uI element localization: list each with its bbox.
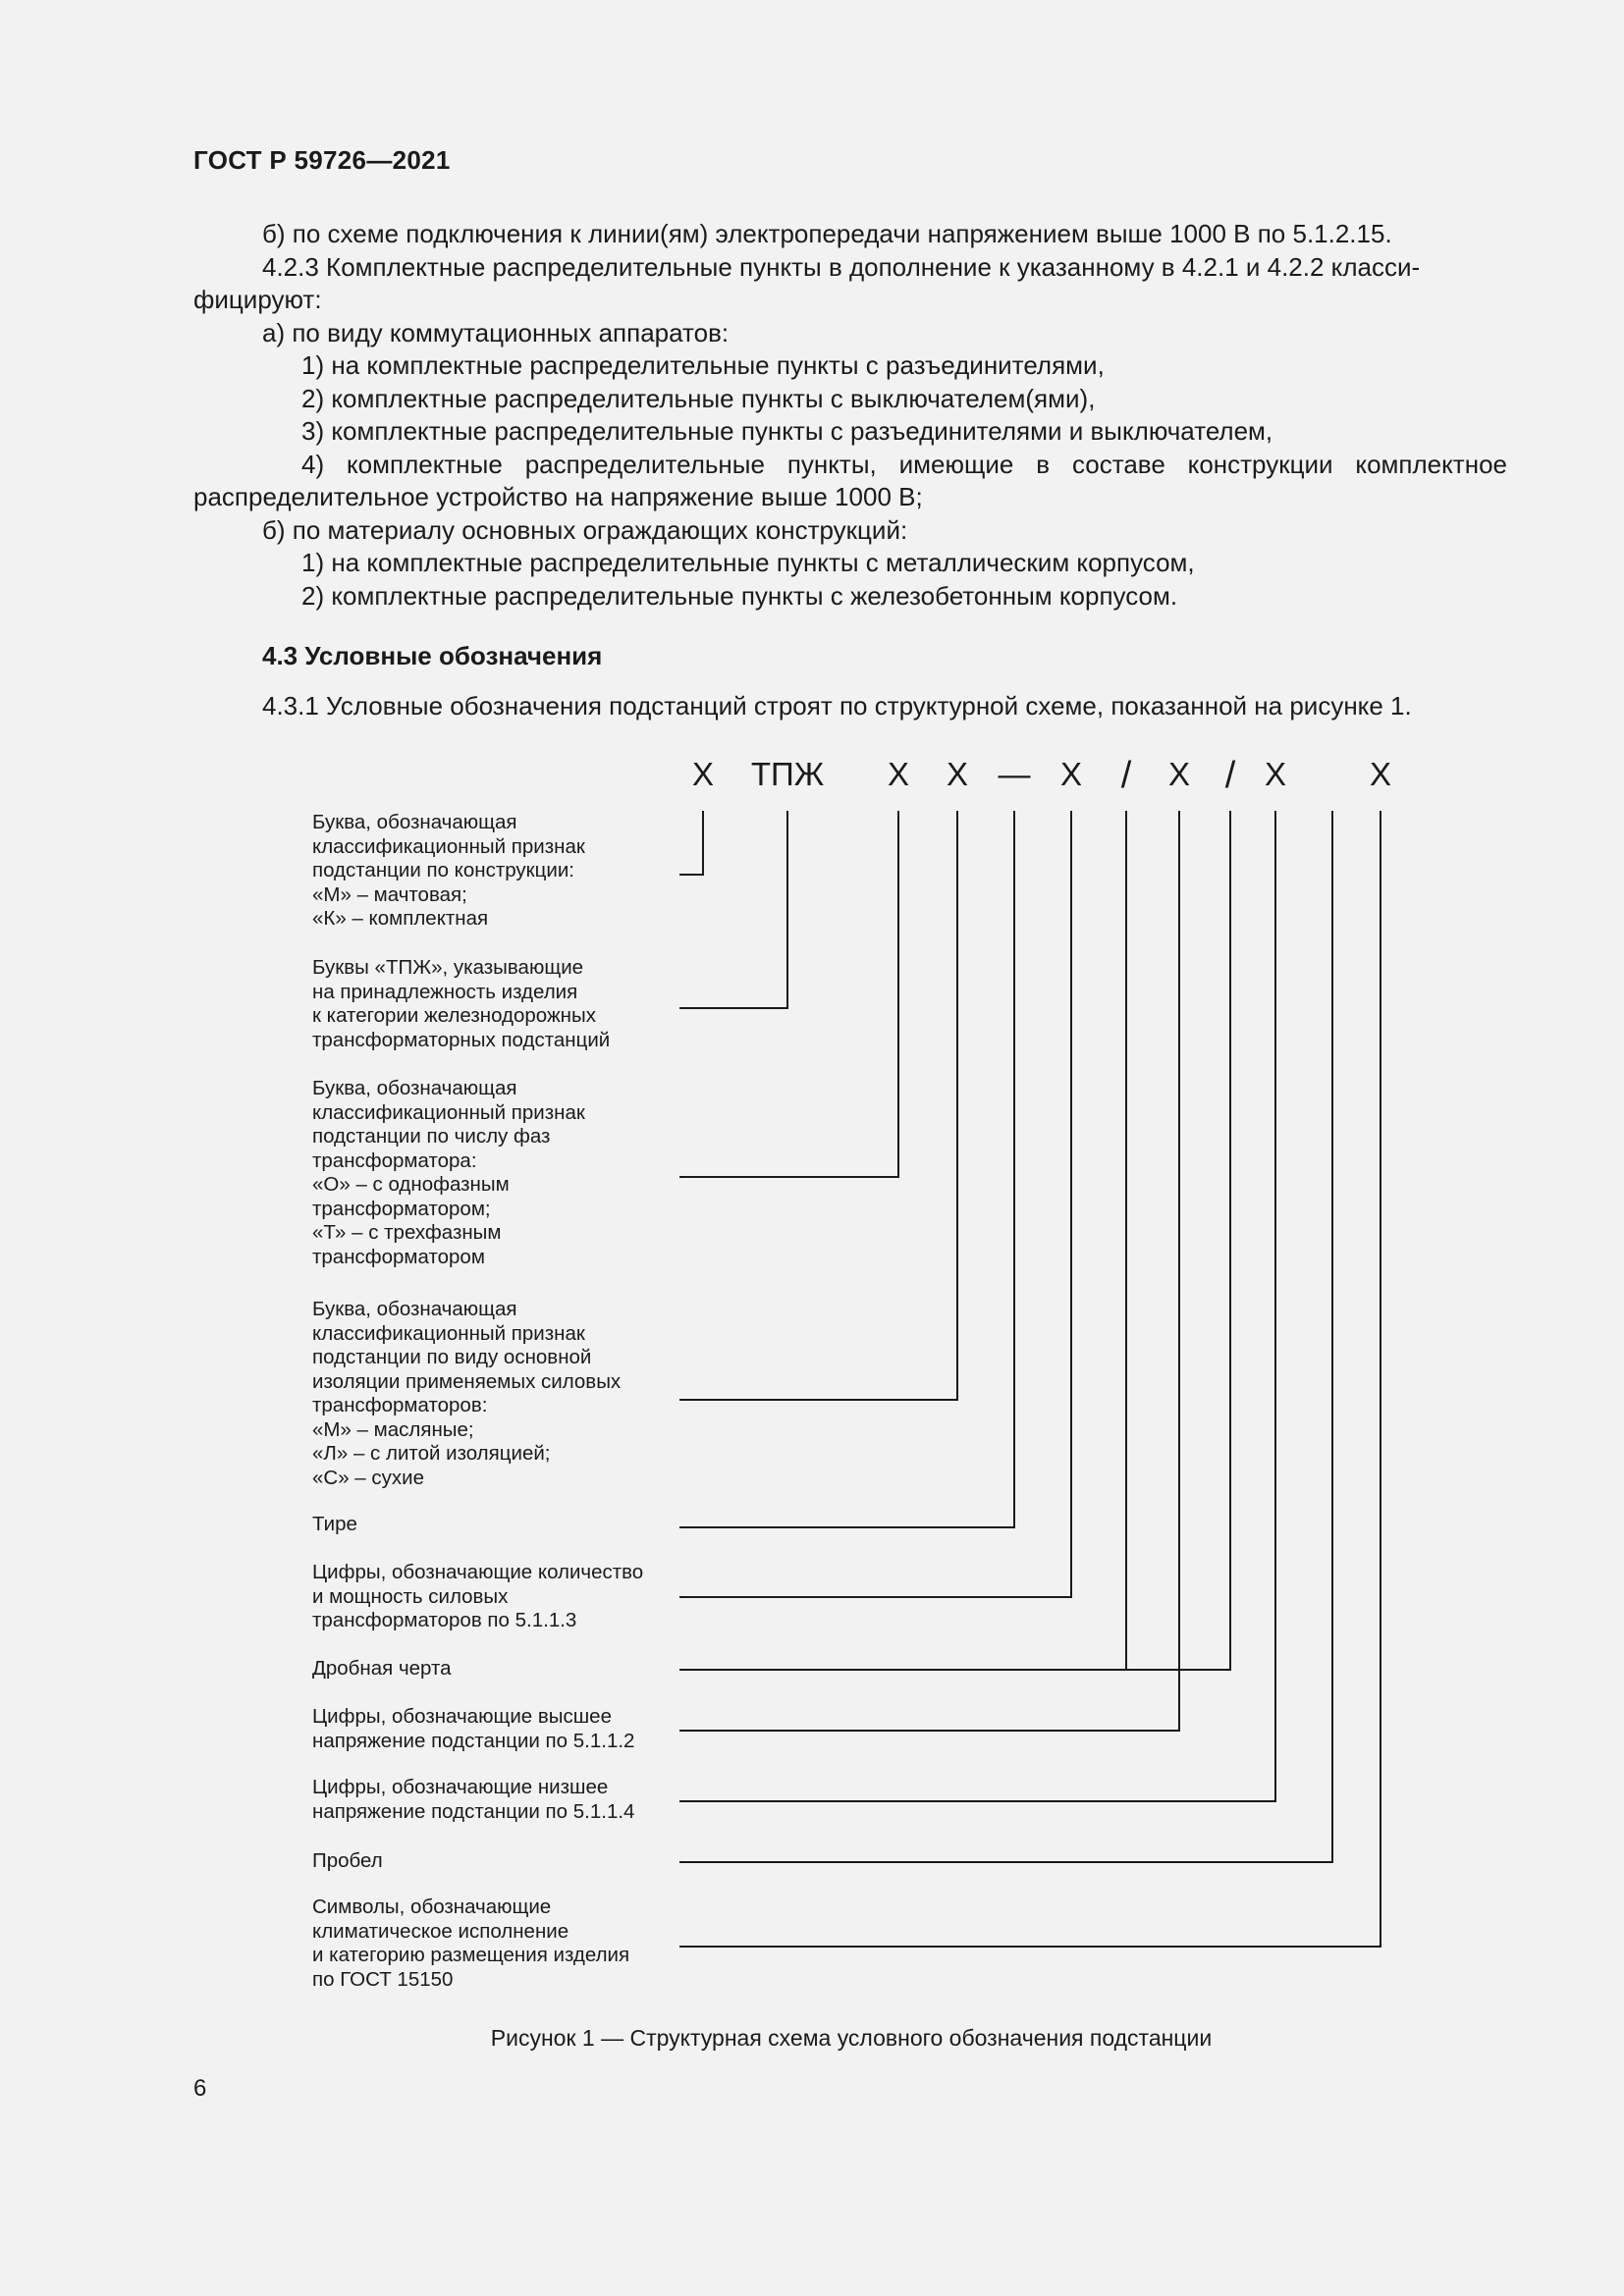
- connector-line: [679, 811, 1071, 1597]
- code-symbol: Х: [691, 756, 715, 792]
- section-title: 4.3 Условные обозначения: [262, 641, 603, 670]
- list-item: 1) на комплектные распределительные пункты с металлическим корпусом,: [301, 548, 1195, 577]
- connector-line: [679, 811, 1275, 1801]
- diagram-label: Цифры, обозначающие высшее напряжение подстанции по 5.1.1.2: [312, 1705, 635, 1752]
- section-intro: 4.3.1 Условные обозначения подстанций строят по структурной схеме, показанной на рисунке 1.: [262, 691, 1412, 721]
- diagram-label: Буква, обозначающая классификационный признак подстанции по числу фаз трансформатора: «О» – с однофазным трансформатором; «Т» – с трехфазным трансформатором: [312, 1077, 585, 1268]
- connector-line: [679, 811, 957, 1400]
- code-symbol: Х: [1167, 756, 1191, 792]
- diagram-label: Цифры, обозначающие низшее напряжение подстанции по 5.1.1.4: [312, 1776, 635, 1823]
- connector-line: [679, 811, 1179, 1731]
- code-symbol: Х: [1369, 756, 1392, 792]
- paragraph: 4.2.3 Комплектные распределительные пункты в дополнение к указанному в 4.2.1 и 4.2.2 класси-фицируют:: [193, 251, 1421, 314]
- code-symbol: Х: [1264, 756, 1287, 792]
- list-item: 2) комплектные распределительные пункты с выключателем(ями),: [301, 383, 1096, 413]
- list-item: 1) на комплектные распределительные пункты с разъединителями,: [301, 350, 1105, 380]
- paragraph: б) по схеме подключения к линии(ям) электропередачи напряжением выше 1000 В по 5.1.2.15.: [262, 219, 1392, 248]
- connector-line: [679, 811, 1014, 1527]
- figure-caption: Рисунок 1 — Структурная схема условного обозначения подстанции: [490, 2025, 1213, 2051]
- code-symbol: Х: [946, 756, 969, 792]
- list-item: б) по материалу основных ограждающих конструкций:: [262, 514, 908, 545]
- diagram-label: Цифры, обозначающие количество и мощность силовых трансформаторов по 5.1.1.3: [312, 1561, 644, 1631]
- diagram-label: Символы, обозначающие климатическое исполнение и категорию размещения изделия по ГОСТ 15150: [312, 1896, 630, 1991]
- diagram-label: Дробная черта: [312, 1657, 452, 1680]
- code-symbol: /: [1224, 755, 1236, 796]
- diagram-label: Пробел: [312, 1849, 383, 1872]
- diagram-label: Буквы «ТПЖ», указывающие на принадлежность изделия к категории железнодорожных трансформаторных подстанций: [312, 956, 611, 1051]
- diagram-label: Буква, обозначающая классификационный признак подстанции по конструкции: «М» – мачтовая; «К» – комплектная: [312, 811, 585, 930]
- diagram-label: Буква, обозначающая классификационный признак подстанции по виду основной изоляции применяемых силовых трансформаторов: «М» – масляные; «Л» – с литой изоляцией; «С» – сухие: [312, 1298, 622, 1489]
- code-symbol: Х: [1059, 756, 1083, 792]
- list-item: 4) комплектные распределительные пункты, имеющие в составе конструкции комплектное распределительное устройство на напряжение выше 1000 В;: [193, 449, 1507, 511]
- code-symbol: Х: [887, 756, 910, 792]
- list-item: 2) комплектные распределительные пункты с железобетонным корпусом.: [301, 580, 1178, 611]
- connector-line: [679, 811, 898, 1177]
- list-item: 3) комплектные распределительные пункты с разъединителями и выключателем,: [301, 416, 1273, 446]
- list-item: а) по виду коммутационных аппаратов:: [262, 317, 730, 347]
- page-number: 6: [193, 2075, 207, 2102]
- connector-line: [679, 811, 1332, 1862]
- code-symbol: /: [1120, 755, 1132, 796]
- connector-line: [679, 811, 787, 1008]
- document-id-header: ГОСТ Р 59726—2021: [193, 145, 451, 175]
- code-symbol: ТПЖ: [750, 756, 825, 792]
- diagram-label: Тире: [312, 1513, 357, 1535]
- code-symbol: —: [998, 756, 1031, 792]
